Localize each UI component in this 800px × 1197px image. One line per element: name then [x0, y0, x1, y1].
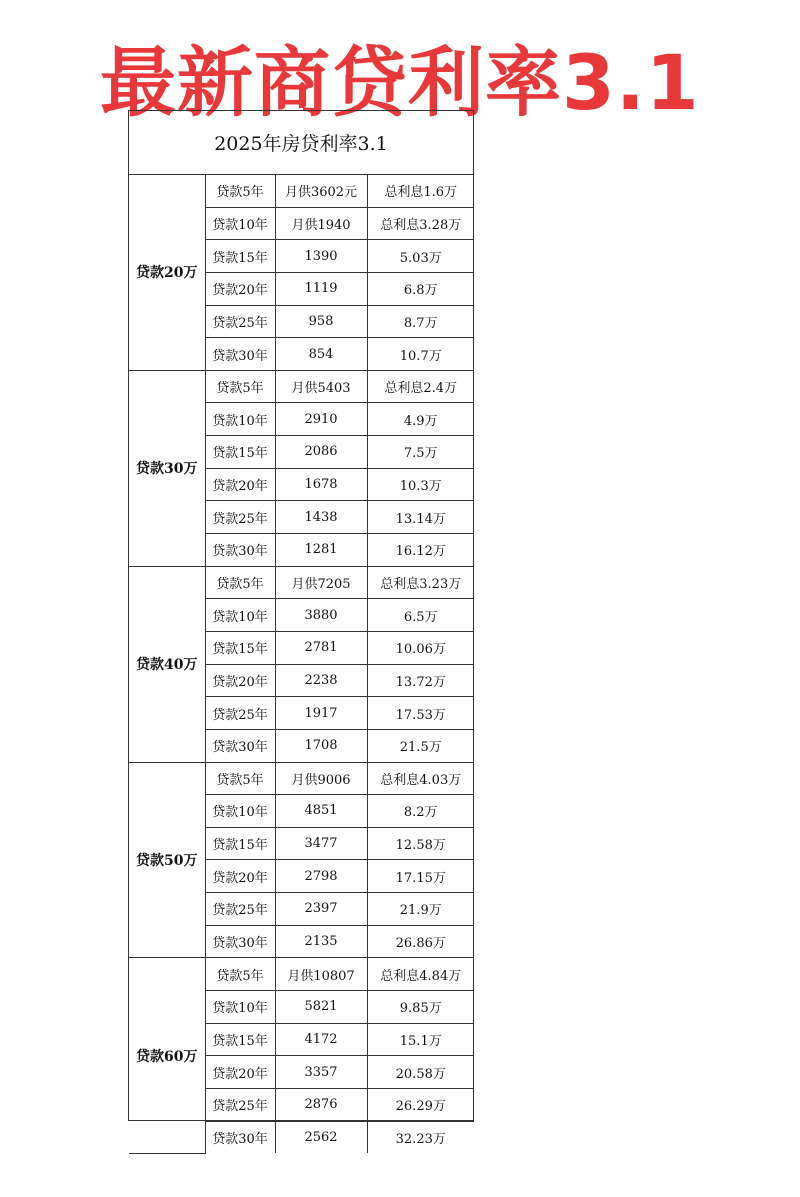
total-interest-cell: 5.03万 [367, 240, 474, 273]
loan-term-cell: 贷款5年 [205, 762, 275, 795]
total-interest-cell: 总利息3.28万 [367, 207, 474, 240]
monthly-payment-cell: 2086 [275, 436, 367, 469]
loan-term-cell: 贷款5年 [205, 566, 275, 599]
total-interest-cell: 32.23万 [367, 1121, 474, 1153]
total-interest-cell: 13.72万 [367, 664, 474, 697]
loan-amount-cell: 贷款60万 [129, 958, 205, 1153]
monthly-payment-cell: 1119 [275, 272, 367, 305]
rate-sheet [128, 110, 474, 1147]
loan-term-cell: 贷款10年 [205, 599, 275, 632]
total-interest-cell: 4.9万 [367, 403, 474, 436]
monthly-payment-cell: 1917 [275, 697, 367, 730]
table-row [129, 762, 474, 795]
loan-term-cell: 贷款10年 [205, 991, 275, 1024]
monthly-payment-cell: 2910 [275, 403, 367, 436]
total-interest-cell: 总利息4.84万 [367, 958, 474, 991]
monthly-payment-cell: 1678 [275, 468, 367, 501]
total-interest-cell: 13.14万 [367, 501, 474, 534]
loan-amount-cell: 贷款20万 [129, 175, 205, 370]
total-interest-cell: 12.58万 [367, 827, 474, 860]
table-row [129, 175, 474, 207]
monthly-payment-cell: 5821 [275, 991, 367, 1024]
loan-term-cell: 贷款25年 [205, 697, 275, 730]
monthly-payment-cell: 2562 [275, 1121, 367, 1153]
monthly-payment-cell: 月供10807 [275, 958, 367, 991]
loan-term-cell: 贷款15年 [205, 631, 275, 664]
monthly-payment-cell: 1708 [275, 729, 367, 762]
loan-term-cell: 贷款25年 [205, 501, 275, 534]
monthly-payment-cell: 2798 [275, 860, 367, 893]
loan-term-cell: 贷款10年 [205, 403, 275, 436]
total-interest-cell: 26.29万 [367, 1088, 474, 1121]
monthly-payment-cell: 2238 [275, 664, 367, 697]
loan-term-cell: 贷款15年 [205, 240, 275, 273]
total-interest-cell: 17.15万 [367, 860, 474, 893]
loan-term-cell: 贷款25年 [205, 305, 275, 338]
loan-term-cell: 贷款15年 [205, 436, 275, 469]
total-interest-cell: 26.86万 [367, 925, 474, 958]
loan-term-cell: 贷款25年 [205, 1088, 275, 1121]
monthly-payment-cell: 4851 [275, 795, 367, 828]
loan-term-cell: 贷款5年 [205, 958, 275, 991]
loan-term-cell: 贷款5年 [205, 370, 275, 403]
monthly-payment-cell: 3357 [275, 1056, 367, 1089]
total-interest-cell: 10.06万 [367, 631, 474, 664]
monthly-payment-cell: 1438 [275, 501, 367, 534]
loan-amount-cell: 贷款40万 [129, 566, 205, 762]
monthly-payment-cell: 月供9006 [275, 762, 367, 795]
loan-term-cell: 贷款30年 [205, 925, 275, 958]
monthly-payment-cell: 3880 [275, 599, 367, 632]
total-interest-cell: 15.1万 [367, 1023, 474, 1056]
loan-term-cell: 贷款10年 [205, 795, 275, 828]
total-interest-cell: 16.12万 [367, 534, 474, 567]
loan-term-cell: 贷款15年 [205, 827, 275, 860]
monthly-payment-cell: 4172 [275, 1023, 367, 1056]
loan-term-cell: 贷款30年 [205, 534, 275, 567]
total-interest-cell: 6.5万 [367, 599, 474, 632]
monthly-payment-cell: 月供3602元 [275, 175, 367, 207]
total-interest-cell: 8.2万 [367, 795, 474, 828]
table-row [129, 370, 474, 403]
loan-term-cell: 贷款25年 [205, 893, 275, 926]
loan-term-cell: 贷款30年 [205, 1121, 275, 1153]
total-interest-cell: 9.85万 [367, 991, 474, 1024]
loan-term-cell: 贷款20年 [205, 860, 275, 893]
monthly-payment-cell: 2397 [275, 893, 367, 926]
sheet-title: 2025年房贷利率3.1 [129, 111, 473, 175]
total-interest-cell: 总利息4.03万 [367, 762, 474, 795]
loan-term-cell: 贷款10年 [205, 207, 275, 240]
total-interest-cell: 10.3万 [367, 468, 474, 501]
table-row [129, 566, 474, 599]
monthly-payment-cell: 月供7205 [275, 566, 367, 599]
monthly-payment-cell: 2135 [275, 925, 367, 958]
total-interest-cell: 8.7万 [367, 305, 474, 338]
total-interest-cell: 6.8万 [367, 272, 474, 305]
monthly-payment-cell: 月供1940 [275, 207, 367, 240]
loan-rate-table-body [129, 175, 474, 1153]
total-interest-cell: 总利息2.4万 [367, 370, 474, 403]
loan-term-cell: 贷款30年 [205, 729, 275, 762]
total-interest-cell: 20.58万 [367, 1056, 474, 1089]
monthly-payment-cell: 1281 [275, 534, 367, 567]
loan-rate-table [129, 175, 474, 1154]
total-interest-cell: 21.5万 [367, 729, 474, 762]
loan-term-cell: 贷款20年 [205, 272, 275, 305]
loan-term-cell: 贷款20年 [205, 664, 275, 697]
monthly-payment-cell: 1390 [275, 240, 367, 273]
loan-term-cell: 贷款20年 [205, 1056, 275, 1089]
total-interest-cell: 21.9万 [367, 893, 474, 926]
loan-term-cell: 贷款20年 [205, 468, 275, 501]
total-interest-cell: 7.5万 [367, 436, 474, 469]
monthly-payment-cell: 854 [275, 338, 367, 371]
total-interest-cell: 10.7万 [367, 338, 474, 371]
total-interest-cell: 总利息1.6万 [367, 175, 474, 207]
total-interest-cell: 17.53万 [367, 697, 474, 730]
headline-title: 最新商贷利率3.1 [100, 38, 700, 127]
table-row [129, 958, 474, 991]
loan-amount-cell: 贷款30万 [129, 370, 205, 566]
monthly-payment-cell: 958 [275, 305, 367, 338]
total-interest-cell: 总利息3.23万 [367, 566, 474, 599]
monthly-payment-cell: 2876 [275, 1088, 367, 1121]
loan-amount-cell: 贷款50万 [129, 762, 205, 958]
monthly-payment-cell: 2781 [275, 631, 367, 664]
loan-term-cell: 贷款5年 [205, 175, 275, 207]
loan-term-cell: 贷款30年 [205, 338, 275, 371]
monthly-payment-cell: 月供5403 [275, 370, 367, 403]
monthly-payment-cell: 3477 [275, 827, 367, 860]
loan-term-cell: 贷款15年 [205, 1023, 275, 1056]
